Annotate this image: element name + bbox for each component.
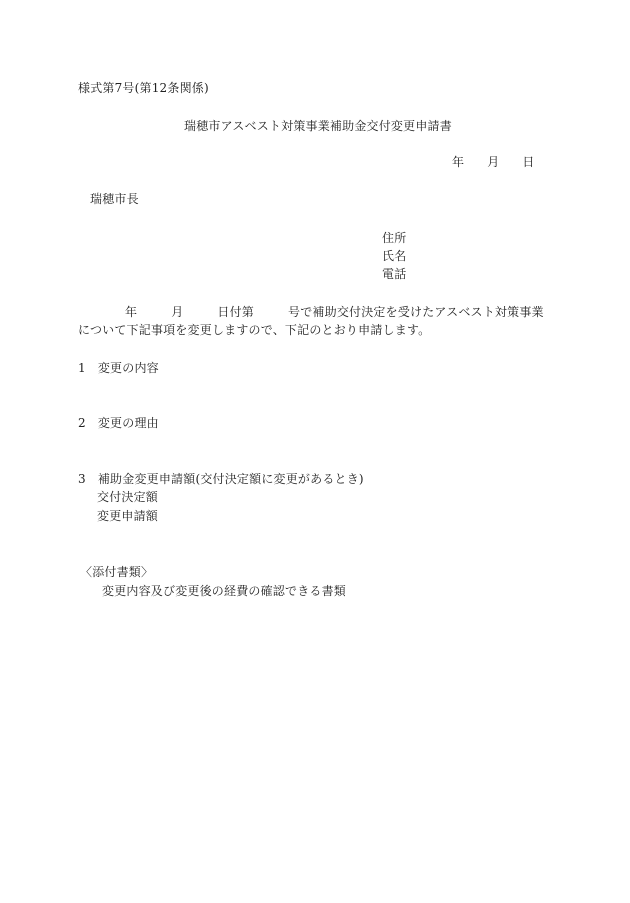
item-2-label: 変更の理由 — [97, 416, 159, 430]
body-year: 年 — [125, 305, 138, 319]
date-month: 月 — [487, 155, 500, 169]
attachments-item: 変更内容及び変更後の経費の確認できる書類 — [102, 584, 347, 598]
item-3-sub-2: 変更申請額 — [97, 509, 159, 523]
addressee: 瑞穂市長 — [90, 192, 139, 206]
attachments-heading: 〈添付書類〉 — [80, 565, 154, 579]
body-line1-rest: 号で補助交付決定を受けたアスベスト対策事業 — [288, 305, 544, 319]
form-number: 様式第7号(第12条関係) — [78, 81, 209, 95]
body-line-1 — [125, 304, 544, 320]
item-1-label: 変更の内容 — [97, 361, 159, 375]
item-2 — [78, 415, 159, 431]
item-2-number: 2 — [78, 416, 86, 430]
date-year: 年 — [452, 155, 465, 169]
body-line-2: について下記事項を変更しますので、下記のとおり申請します。 — [78, 323, 431, 337]
body-day-no: 日付第 — [217, 305, 255, 319]
item-3-label: 補助金変更申請額(交付決定額に変更があるとき) — [97, 472, 364, 486]
applicant-address-label: 住所 — [382, 231, 407, 245]
applicant-phone-label: 電話 — [382, 267, 407, 281]
item-3-number: 3 — [78, 472, 86, 486]
date-line — [452, 154, 535, 170]
body-month: 月 — [171, 305, 184, 319]
item-3 — [78, 471, 364, 487]
applicant-name-label: 氏名 — [382, 249, 407, 263]
item-1-number: 1 — [78, 361, 86, 375]
item-1 — [78, 360, 159, 376]
document-title: 瑞穂市アスベスト対策事業補助金交付変更申請書 — [184, 119, 452, 133]
item-3-sub-1: 交付決定額 — [97, 490, 159, 504]
date-day: 日 — [522, 155, 535, 169]
